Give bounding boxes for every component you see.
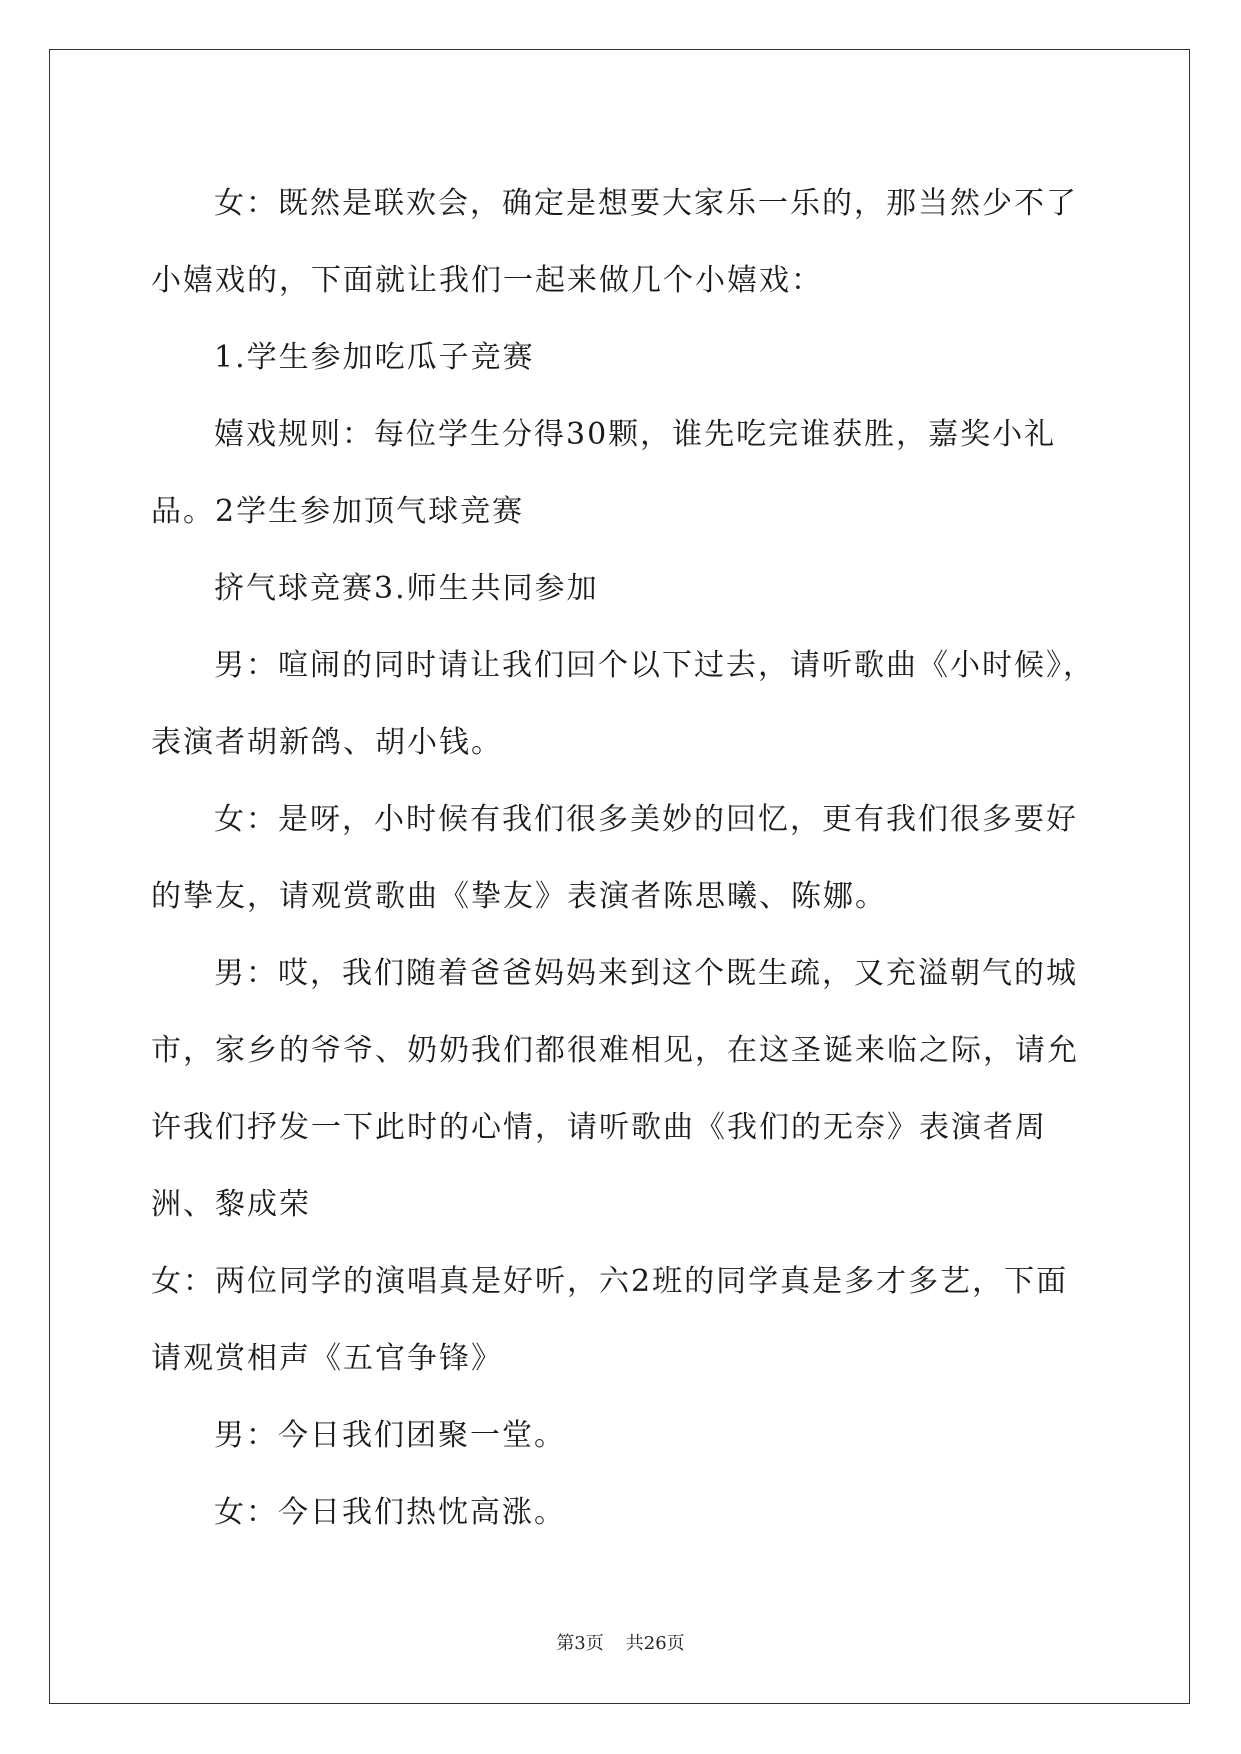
paragraph: 挤气球竞赛3.师生共同参加 (214, 571, 599, 606)
paragraph: 男：今日我们团聚一堂。 (214, 1418, 566, 1453)
page-footer (0, 1629, 1241, 1655)
document-body (151, 165, 1095, 1551)
paragraph: 嬉戏规则：每位学生分得30颗，谁先吃完谁获胜，嘉奖小礼品。2学生参加顶气球竞赛 (151, 417, 1057, 529)
page-number: 第3页 (556, 1633, 604, 1654)
total-pages: 共26页 (625, 1633, 685, 1654)
paragraph: 女：今日我们热忱高涨。 (214, 1495, 566, 1530)
paragraph: 女：是呀，小时候有我们很多美妙的回忆，更有我们很多要好的挚友，请观赏歌曲《挚友》表演者陈思曦、陈娜。 (151, 802, 1078, 914)
paragraph: 男：哎，我们随着爸爸妈妈来到这个既生疏，又充溢朝气的城市，家乡的爷爷、奶奶我们都很难相见，在这圣诞来临之际，请允许我们抒发一下此时的心情，请听歌曲《我们的无奈》表演者周洲、黎成荣 (151, 956, 1079, 1222)
paragraph: 女：既然是联欢会，确定是想要大家乐一乐的，那当然少不了小嬉戏的，下面就让我们一起来做几个小嬉戏： (151, 186, 1078, 298)
paragraph: 男：喧闹的同时请让我们回个以下过去，请听歌曲《小时候》，表演者胡新鸽、胡小钱。 (151, 648, 1095, 760)
paragraph: 女：两位同学的演唱真是好听，六2班的同学真是多才多艺，下面请观赏相声《五官争锋》 (151, 1264, 1069, 1376)
paragraph: 1.学生参加吃瓜子竞赛 (214, 340, 535, 375)
